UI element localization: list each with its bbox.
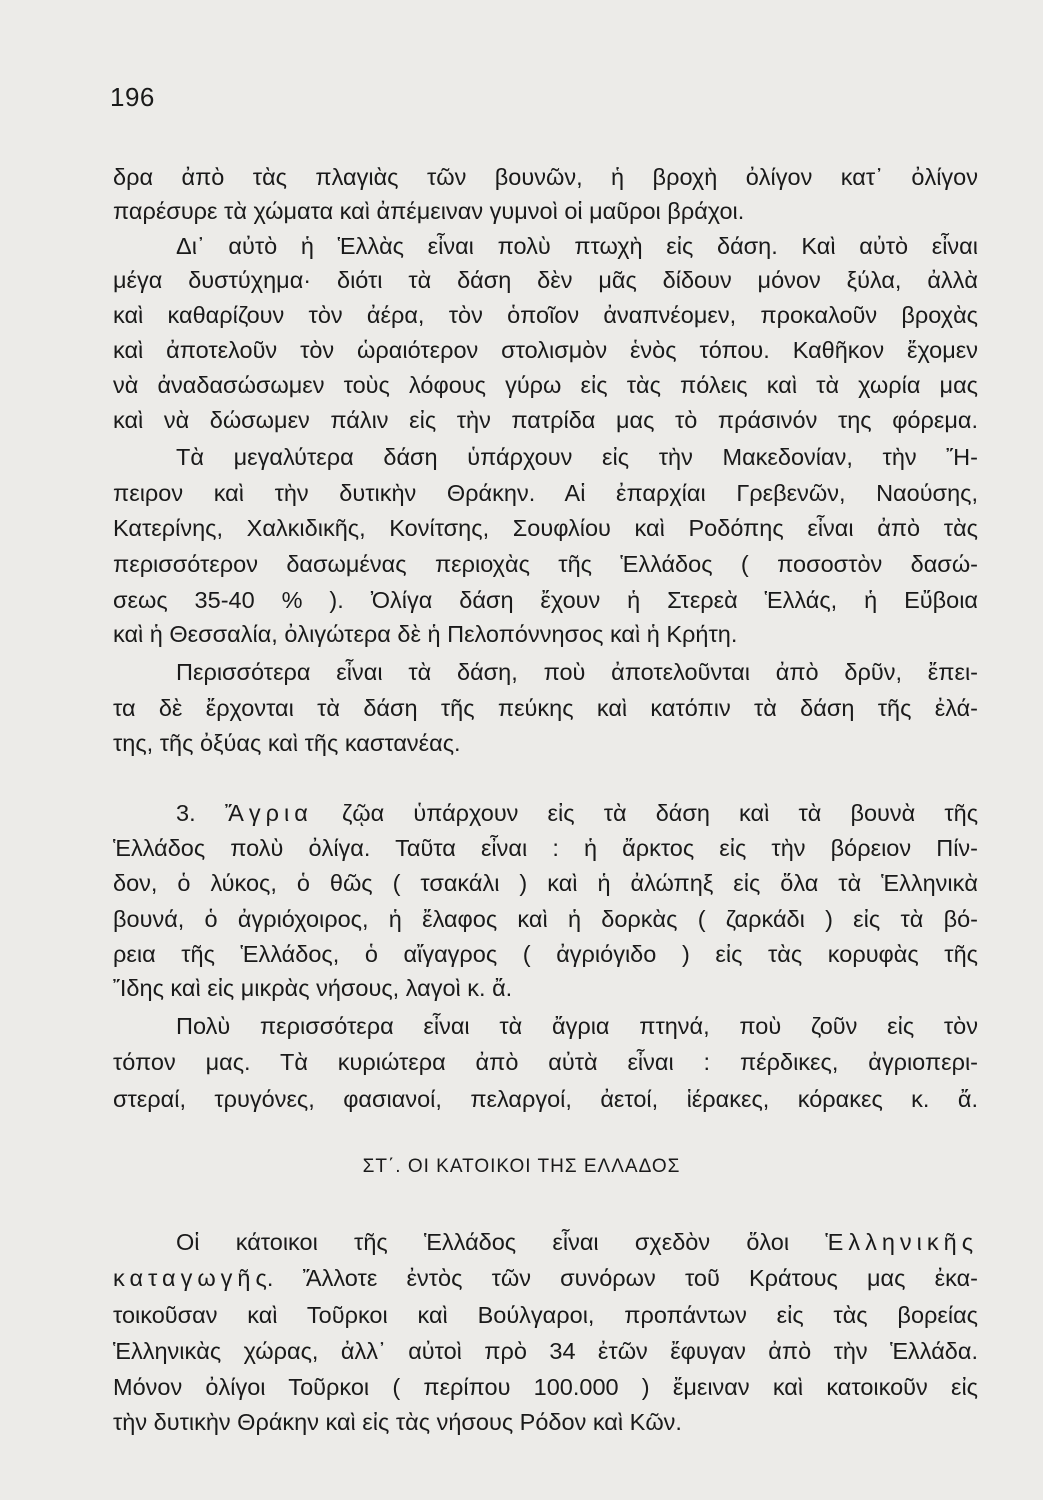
text-line: Κατερίνης, Χαλκιδικῆς, Κονίτσης, Σουφλίου καὶ Ροδόπης εἶναι ἀπὸ τὰς bbox=[113, 515, 978, 541]
text-line: δρα ἀπὸ τὰς πλαγιὰς τῶν βουνῶν, ἡ βροχὴ ὀλίγον κατ᾽ ὀλίγον bbox=[113, 164, 978, 190]
text-line: μέγα δυστύχημα· διότι τὰ δάση δὲν μᾶς δίδουν μόνον ξύλα, ἀλλὰ bbox=[113, 267, 978, 293]
text-line: Ἴδης καὶ εἰς μικρὰς νήσους, λαγοὶ κ. ἄ. bbox=[113, 975, 513, 1001]
text-line: περισσότερον δασωμένας περιοχὰς τῆς Ἑλλάδος ( ποσοστὸν δασώ- bbox=[113, 551, 978, 577]
page-number: 196 bbox=[110, 82, 155, 112]
text-line: Πολὺ περισσότερα εἶναι τὰ ἄγρια πτηνά, ποὺ ζοῦν εἰς τὸν bbox=[176, 1013, 978, 1039]
section-number: 3. bbox=[176, 800, 196, 826]
inhabitants-first-line bbox=[176, 1226, 978, 1258]
text-line: βουνά, ὁ ἀγριόχοιρος, ἡ ἔλαφος καὶ ἡ δορκὰς ( ζαρκάδι ) εἰς τὰ βό- bbox=[113, 906, 978, 932]
text-line: ρεια τῆς Ἑλλάδος, ὁ αἴγαγρος ( ἀγριόγιδο ) εἰς τὰς κορυφὰς τῆς bbox=[113, 941, 978, 967]
text-fragment: Οἱ κάτοικοι τῆς Ἑλλάδος εἶναι σχεδὸν ὅλοι bbox=[176, 1229, 790, 1255]
text-line: Μόνον ὀλίγοι Τοῦρκοι ( περίπου 100.000 ) ἔμειναν καὶ κατοικοῦν εἰς bbox=[113, 1374, 978, 1400]
text-fragment: ς. Ἄλλοτε ἐντὸς τῶν συνόρων τοῦ Κράτους μας ἐκα- bbox=[255, 1265, 978, 1291]
text-line: τοικοῦσαν καὶ Τοῦρκοι καὶ Βούλγαροι, προπάντων εἰς τὰς βορείας bbox=[113, 1302, 978, 1328]
spaced-term: καταγωγῆ bbox=[113, 1265, 256, 1291]
spaced-term: Ἑλληνικῆς bbox=[825, 1229, 979, 1255]
text-line: της, τῆς ὀξύας καὶ τῆς καστανέας. bbox=[113, 730, 461, 756]
text-line: σεως 35-40 % ). Ὀλίγα δάση ἔχουν ἡ Στερεὰ Ἑλλάς, ἡ Εὔβοια bbox=[113, 587, 978, 613]
spaced-term: Ἄγρια bbox=[224, 800, 313, 826]
text-line: καὶ ἀποτελοῦν τὸν ὡραιότερον στολισμὸν ἑνὸς τόπου. Καθῆκον ἔχομεν bbox=[113, 337, 978, 363]
text-line: Δι᾽ αὐτὸ ἡ Ἑλλὰς εἶναι πολὺ πτωχὴ εἰς δάση. Καὶ αὐτὸ εἶναι bbox=[176, 233, 978, 259]
text-line: τα δὲ ἔρχονται τὰ δάση τῆς πεύκης καὶ κατόπιν τὰ δάση τῆς ἐλά- bbox=[113, 695, 978, 721]
text-line: καὶ καθαρίζουν τὸν ἀέρα, τὸν ὁποῖον ἀναπνέομεν, προκαλοῦν βροχὰς bbox=[113, 302, 978, 328]
text-fragment: ζῷα ὑπάρχουν εἰς τὰ δάση καὶ τὰ βουνὰ τῆς bbox=[341, 800, 979, 826]
text-line: πειρον καὶ τὴν δυτικὴν Θράκην. Αἱ ἐπαρχίαι Γρεβενῶν, Ναούσης, bbox=[113, 480, 978, 506]
text-line: Ἑλλάδος πολὺ ὀλίγα. Ταῦτα εἶναι : ἡ ἄρκτος εἰς τὴν βόρειον Πίν- bbox=[113, 835, 978, 861]
text-line: νὰ ἀναδασώσωμεν τοὺς λόφους γύρω εἰς τὰς πόλεις καὶ τὰ χωρία μας bbox=[113, 372, 978, 398]
text-line: δον, ὁ λύκος, ὁ θῶς ( τσακάλι ) καὶ ἡ ἀλώπηξ εἰς ὅλα τὰ Ἑλληνικὰ bbox=[113, 870, 978, 896]
text-line: Περισσότερα εἶναι τὰ δάση, ποὺ ἀποτελοῦνται ἀπὸ δρῦν, ἔπει- bbox=[176, 659, 978, 685]
text-line: καὶ ἡ Θεσσαλία, ὀλιγώτερα δὲ ἡ Πελοπόννησος καὶ ἡ Κρήτη. bbox=[113, 621, 738, 647]
text-line: παρέσυρε τὰ χώματα καὶ ἀπέμειναν γυμνοὶ οἱ μαῦροι βράχοι. bbox=[113, 198, 745, 224]
text-line: τὴν δυτικὴν Θράκην καὶ εἰς τὰς νήσους Ρόδον καὶ Κῶν. bbox=[113, 1409, 682, 1435]
text-line: τόπον μας. Τὰ κυριώτερα ἀπὸ αὐτὰ εἶναι : πέρδικες, ἀγριοπερι- bbox=[113, 1049, 978, 1075]
section-heading: ΣΤ΄. ΟΙ ΚΑΤΟΙΚΟΙ ΤΗΣ ΕΛΛΑΔΟΣ bbox=[362, 1156, 681, 1177]
inhabitants-second-line bbox=[113, 1262, 978, 1294]
section-3-first-line bbox=[176, 797, 978, 829]
text-line: καὶ νὰ δώσωμεν πάλιν εἰς τὴν πατρίδα μας τὸ πράσινόν της φόρεμα. bbox=[113, 407, 978, 433]
text-line: Ἑλληνικὰς χώρας, ἀλλ᾽ αὐτοὶ πρὸ 34 ἐτῶν ἔφυγαν ἀπὸ τὴν Ἑλλάδα. bbox=[113, 1338, 978, 1364]
text-line: στεραί, τρυγόνες, φασιανοί, πελαργοί, ἀετοί, ἱέρακες, κόρακες κ. ἄ. bbox=[113, 1086, 978, 1112]
text-line: Τὰ μεγαλύτερα δάση ὑπάρχουν εἰς τὴν Μακεδονίαν, τὴν Ἤ- bbox=[176, 444, 978, 470]
